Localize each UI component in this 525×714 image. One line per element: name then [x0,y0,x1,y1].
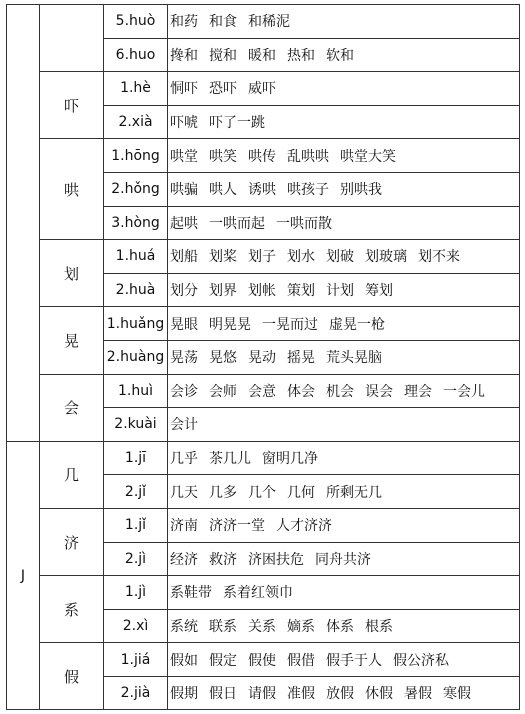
pinyin-reading: 2.xì [104,609,168,643]
example-word: 晃眼 [170,316,198,333]
example-word: 划分 [170,283,198,300]
example-word: 系鞋带 [170,585,212,602]
example-words [168,172,520,206]
example-word: 假借 [287,652,315,669]
reading-row [7,643,520,677]
pinyin-reading: 1.huǎng [104,307,168,341]
example-word: 哄堂大笑 [340,148,396,165]
example-word: 放假 [326,686,354,703]
example-word: 暑假 [404,686,432,703]
example-words [168,676,520,710]
example-word: 搀和 [170,47,198,64]
example-words [168,408,520,442]
pinyin-reading: 3.hòng [104,206,168,240]
example-word: 假定 [209,652,237,669]
example-word: 一哄而散 [276,215,332,232]
pinyin-reading: 2.huàng [104,340,168,374]
pinyin-reading: 2.huà [104,273,168,307]
reading-row [7,576,520,610]
example-word: 会计 [170,417,198,434]
example-word: 吓了一跳 [209,115,265,132]
reading-row [7,307,520,341]
example-word: 体会 [287,383,315,400]
example-word: 几个 [248,484,276,501]
example-word: 划不来 [418,249,460,266]
example-word: 几多 [209,484,237,501]
example-word: 哄人 [209,182,237,199]
example-word: 计划 [326,283,354,300]
example-words [168,307,520,341]
character-cell: 晃 [40,307,104,374]
pinyin-reading: 1.hè [104,72,168,106]
example-words [168,72,520,106]
example-word: 人才济济 [276,518,332,535]
example-word: 筹划 [365,283,393,300]
character-cell: 假 [40,643,104,710]
example-words [168,576,520,610]
pinyin-reading: 2.hǒng [104,172,168,206]
example-word: 救济 [209,551,237,568]
example-word: 机会 [326,383,354,400]
pinyin-reading: 2.jì [104,542,168,576]
example-word: 和稀泥 [248,14,290,31]
example-word: 策划 [287,283,315,300]
pinyin-reading: 2.jià [104,676,168,710]
example-word: 系统 [170,618,198,635]
example-word: 请假 [248,686,276,703]
polyphonic-character-table [6,4,520,710]
pinyin-reading: 6.huo [104,38,168,72]
example-word: 所剩无几 [326,484,382,501]
example-word: 寒假 [443,686,471,703]
example-word: 窗明几净 [262,451,318,468]
character-cell: 系 [40,576,104,643]
example-words [168,374,520,408]
example-words [168,441,520,475]
pinyin-reading: 1.huá [104,240,168,274]
example-word: 恐吓 [209,81,237,98]
example-word: 几何 [287,484,315,501]
example-word: 划界 [209,283,237,300]
example-word: 经济 [170,551,198,568]
example-word: 起哄 [170,215,198,232]
example-word: 休假 [365,686,393,703]
pinyin-reading: 1.jì [104,576,168,610]
pinyin-reading: 1.jiá [104,643,168,677]
example-word: 晃悠 [209,350,237,367]
example-word: 一会儿 [443,383,485,400]
character-cell: 会 [40,374,104,441]
example-word: 假期 [170,686,198,703]
reading-row [7,139,520,173]
example-word: 划破 [326,249,354,266]
example-words [168,206,520,240]
example-word: 哄笑 [209,148,237,165]
reading-row [7,72,520,106]
example-word: 威吓 [248,81,276,98]
example-word: 晃荡 [170,350,198,367]
example-words [168,475,520,509]
example-word: 划帐 [248,283,276,300]
section-letter: J [7,441,40,710]
reading-row [7,441,520,475]
example-word: 体系 [326,618,354,635]
pinyin-reading: 2.xià [104,105,168,139]
example-word: 暖和 [248,47,276,64]
example-word: 假公济私 [393,652,449,669]
example-word: 搅和 [209,47,237,64]
example-word: 一晃而过 [262,316,318,333]
example-word: 嫡系 [287,618,315,635]
example-word: 晃动 [248,350,276,367]
example-word: 误会 [365,383,393,400]
example-words [168,38,520,72]
example-word: 济济一堂 [209,518,265,535]
reading-row [7,5,520,39]
example-word: 恫吓 [170,81,198,98]
pinyin-reading: 1.jǐ [104,508,168,542]
example-word: 划玻璃 [365,249,407,266]
example-word: 哄传 [248,148,276,165]
example-word: 准假 [287,686,315,703]
example-words [168,643,520,677]
example-word: 济南 [170,518,198,535]
example-word: 会意 [248,383,276,400]
example-word: 划子 [248,249,276,266]
example-word: 划桨 [209,249,237,266]
reading-row [7,508,520,542]
example-word: 假手于人 [326,652,382,669]
example-word: 哄孩子 [287,182,329,199]
example-word: 荒头晃脑 [326,350,382,367]
example-word: 会诊 [170,383,198,400]
example-word: 系着红领巾 [223,585,293,602]
character-cell: 吓 [40,72,104,139]
example-word: 几天 [170,484,198,501]
example-word: 虚晃一枪 [329,316,385,333]
reading-row [7,240,520,274]
example-words [168,240,520,274]
character-cell: 几 [40,441,104,508]
example-word: 哄骗 [170,182,198,199]
example-word: 同舟共济 [315,551,371,568]
example-word: 热和 [287,47,315,64]
example-words [168,105,520,139]
example-word: 哄堂 [170,148,198,165]
example-word: 软和 [326,47,354,64]
example-word: 摇晃 [287,350,315,367]
example-words [168,139,520,173]
pinyin-reading: 1.hōng [104,139,168,173]
character-cell [40,5,104,72]
example-word: 根系 [365,618,393,635]
example-words [168,508,520,542]
example-word: 划水 [287,249,315,266]
character-cell: 划 [40,240,104,307]
example-word: 一哄而起 [209,215,265,232]
pinyin-reading: 1.huì [104,374,168,408]
example-words [168,273,520,307]
example-word: 茶几儿 [209,451,251,468]
example-word: 假使 [248,652,276,669]
example-word: 和药 [170,14,198,31]
example-word: 明晃晃 [209,316,251,333]
example-word: 假如 [170,652,198,669]
pinyin-reading: 2.jǐ [104,475,168,509]
section-letter [7,5,40,442]
example-word: 假日 [209,686,237,703]
example-word: 理会 [404,383,432,400]
example-word: 几乎 [170,451,198,468]
example-word: 划船 [170,249,198,266]
example-word: 诱哄 [248,182,276,199]
example-word: 会师 [209,383,237,400]
example-word: 和食 [209,14,237,31]
example-words [168,542,520,576]
example-word: 别哄我 [340,182,382,199]
example-word: 乱哄哄 [287,148,329,165]
example-word: 关系 [248,618,276,635]
character-cell: 哄 [40,139,104,240]
example-word: 吓唬 [170,115,198,132]
pinyin-reading: 1.jī [104,441,168,475]
pinyin-reading: 2.kuài [104,408,168,442]
reading-row [7,374,520,408]
example-words [168,609,520,643]
example-words [168,5,520,39]
character-cell: 济 [40,508,104,575]
example-word: 联系 [209,618,237,635]
example-words [168,340,520,374]
example-word: 济困扶危 [248,551,304,568]
pinyin-reading: 5.huò [104,5,168,39]
